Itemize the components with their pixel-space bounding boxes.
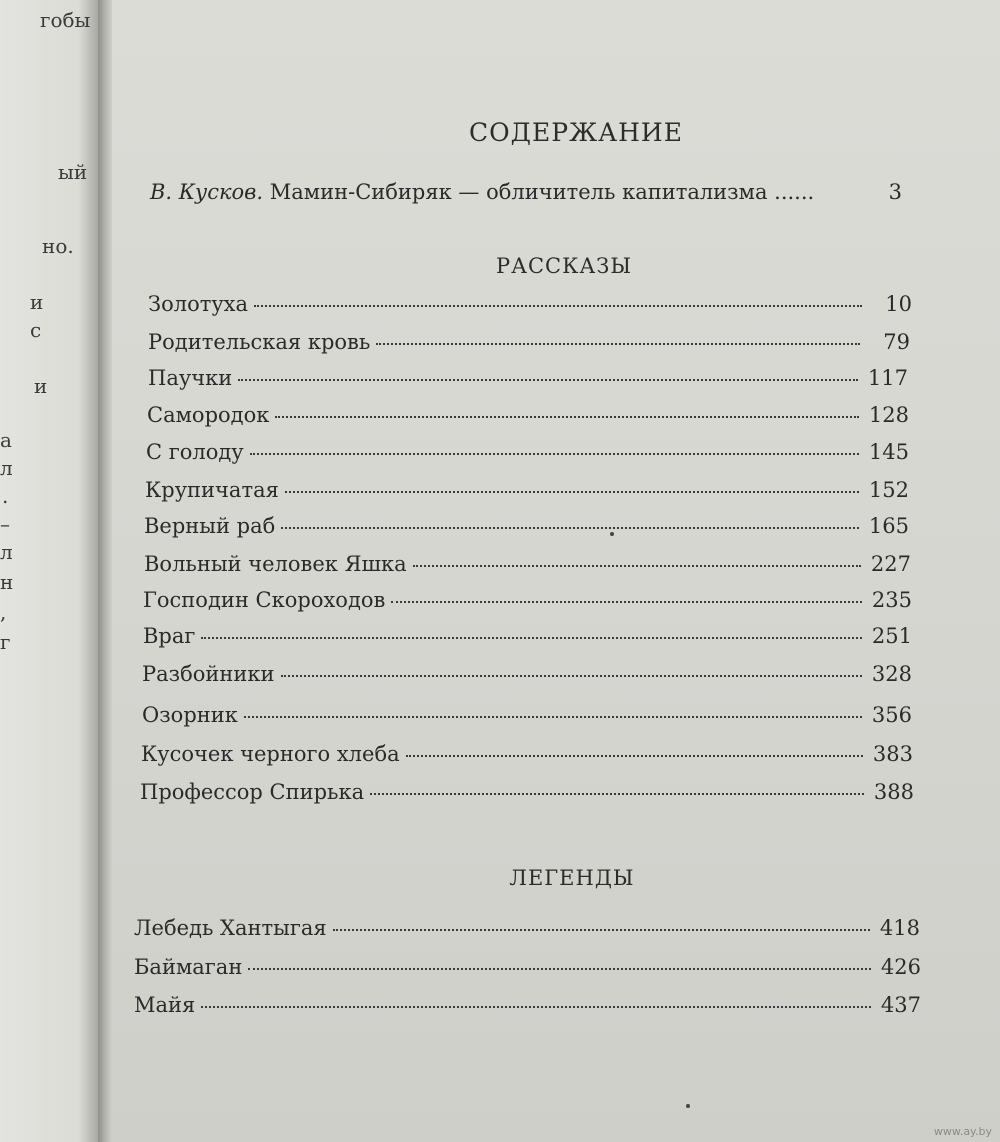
toc-dot-leader bbox=[333, 929, 870, 931]
toc-dot-leader bbox=[413, 565, 861, 567]
toc-entry bbox=[145, 478, 909, 502]
toc-dot-leader bbox=[285, 491, 859, 493]
left-page-fragment: . bbox=[2, 484, 9, 508]
toc-dot-leader bbox=[281, 675, 862, 677]
toc-dot-leader bbox=[238, 379, 858, 381]
toc-entry bbox=[148, 366, 908, 390]
toc-entry-page: 437 bbox=[880, 993, 921, 1017]
toc-dot-leader bbox=[370, 793, 864, 795]
toc-entry-title: Крупичатая bbox=[145, 478, 279, 502]
toc-entry-page: 356 bbox=[871, 703, 912, 727]
toc-entry-page: 117 bbox=[867, 366, 908, 390]
toc-entry-page: 3 bbox=[888, 180, 902, 204]
toc-entry bbox=[141, 742, 913, 766]
toc-entry-title: Враг bbox=[143, 624, 196, 648]
toc-dot-leader bbox=[248, 968, 871, 970]
left-page-fragment: а bbox=[0, 428, 12, 452]
toc-entry bbox=[134, 993, 921, 1017]
toc-dot-leader bbox=[201, 1006, 871, 1008]
left-page-fragment: , bbox=[0, 600, 7, 624]
toc-entry bbox=[134, 955, 921, 979]
toc-entry bbox=[140, 780, 914, 804]
toc-entry-title: Баймаган bbox=[134, 955, 243, 979]
toc-entry-title: Кусочек черного хлеба bbox=[141, 742, 400, 766]
toc-entry-page: 235 bbox=[871, 588, 912, 612]
toc-entry-page: 328 bbox=[871, 662, 912, 686]
toc-entry-title: Родительская кровь bbox=[148, 330, 371, 354]
toc-entry-title: В. Кусков. Мамин-Сибиряк — обличитель капитализма ...... bbox=[150, 180, 815, 204]
toc-entry-page: 418 bbox=[879, 916, 920, 940]
toc-entry-title: С голоду bbox=[146, 440, 244, 464]
left-page-fragment: и bbox=[34, 374, 48, 398]
toc-entry-title: Озорник bbox=[142, 703, 238, 727]
toc-entry bbox=[144, 552, 911, 576]
toc-entry-page: 251 bbox=[871, 624, 912, 648]
toc-entry-title: Вольный человек Яшка bbox=[144, 552, 407, 576]
toc-dot-leader bbox=[376, 343, 860, 345]
toc-entry bbox=[146, 440, 909, 464]
toc-entry bbox=[148, 292, 912, 316]
book-gutter bbox=[98, 0, 112, 1142]
toc-entry-page: 145 bbox=[868, 440, 909, 464]
toc-entry-page: 388 bbox=[873, 780, 914, 804]
toc-dot-leader bbox=[250, 453, 859, 455]
paper-speck bbox=[610, 532, 614, 536]
toc-entry bbox=[147, 403, 909, 427]
contents-page bbox=[112, 0, 1000, 1142]
toc-dot-leader bbox=[254, 305, 862, 307]
left-page-fragment: н bbox=[0, 570, 14, 594]
left-page-fragment: с bbox=[30, 318, 42, 342]
toc-entry bbox=[134, 916, 920, 940]
toc-entry-title: Лебедь Хантыгая bbox=[134, 916, 327, 940]
paper-speck bbox=[686, 1104, 690, 1108]
toc-dot-leader bbox=[281, 527, 859, 529]
toc-entry-title: Паучки bbox=[148, 366, 233, 390]
toc-dot-leader bbox=[201, 637, 862, 639]
toc-entry-page: 128 bbox=[868, 403, 909, 427]
toc-entry-title: Верный раб bbox=[144, 514, 276, 538]
toc-entry-page: 152 bbox=[868, 478, 909, 502]
toc-entry-title: Разбойники bbox=[142, 662, 275, 686]
section-title-legends: ЛЕГЕНДЫ bbox=[509, 866, 635, 890]
toc-entry-page: 426 bbox=[880, 955, 921, 979]
left-page-fragment: л bbox=[0, 540, 13, 564]
toc-entry-page: 227 bbox=[870, 552, 911, 576]
toc-entry-title: Майя bbox=[134, 993, 196, 1017]
section-title-stories: РАССКАЗЫ bbox=[495, 254, 633, 278]
toc-entry bbox=[148, 330, 910, 354]
left-page-fragment: гобы bbox=[40, 8, 91, 32]
toc-entry-title: Профессор Спирька bbox=[140, 780, 365, 804]
watermark: www.ay.by bbox=[933, 1125, 992, 1138]
toc-entry-title: Господин Скороходов bbox=[143, 588, 386, 612]
toc-entry-page: 165 bbox=[868, 514, 909, 538]
toc-entry-page: 383 bbox=[872, 742, 913, 766]
toc-entry bbox=[142, 703, 912, 727]
left-page-fragment: л bbox=[0, 456, 13, 480]
left-page-fragment: ый bbox=[58, 160, 88, 184]
toc-entry-page: 10 bbox=[885, 292, 912, 316]
toc-dot-leader bbox=[406, 755, 863, 757]
toc-entry bbox=[142, 662, 912, 686]
toc-entry bbox=[144, 514, 909, 538]
toc-entry-page: 79 bbox=[883, 330, 910, 354]
toc-dot-leader bbox=[391, 601, 862, 603]
toc-dot-leader bbox=[275, 416, 859, 418]
left-page-edge bbox=[0, 0, 98, 1142]
toc-entry-title: Золотуха bbox=[148, 292, 249, 316]
left-page-fragment: – bbox=[0, 512, 10, 536]
toc-entry-title: Самородок bbox=[147, 403, 270, 427]
left-page-fragment: но. bbox=[42, 234, 74, 258]
toc-dot-leader bbox=[244, 716, 862, 718]
toc-entry bbox=[143, 588, 912, 612]
toc-entry bbox=[143, 624, 912, 648]
toc-entry-author: В. Кусков. bbox=[150, 180, 264, 204]
left-page-fragment: и bbox=[30, 290, 44, 314]
toc-intro-entry bbox=[150, 180, 902, 204]
left-page-fragment: г bbox=[0, 630, 11, 654]
page-title: СОДЕРЖАНИЕ bbox=[469, 118, 683, 147]
